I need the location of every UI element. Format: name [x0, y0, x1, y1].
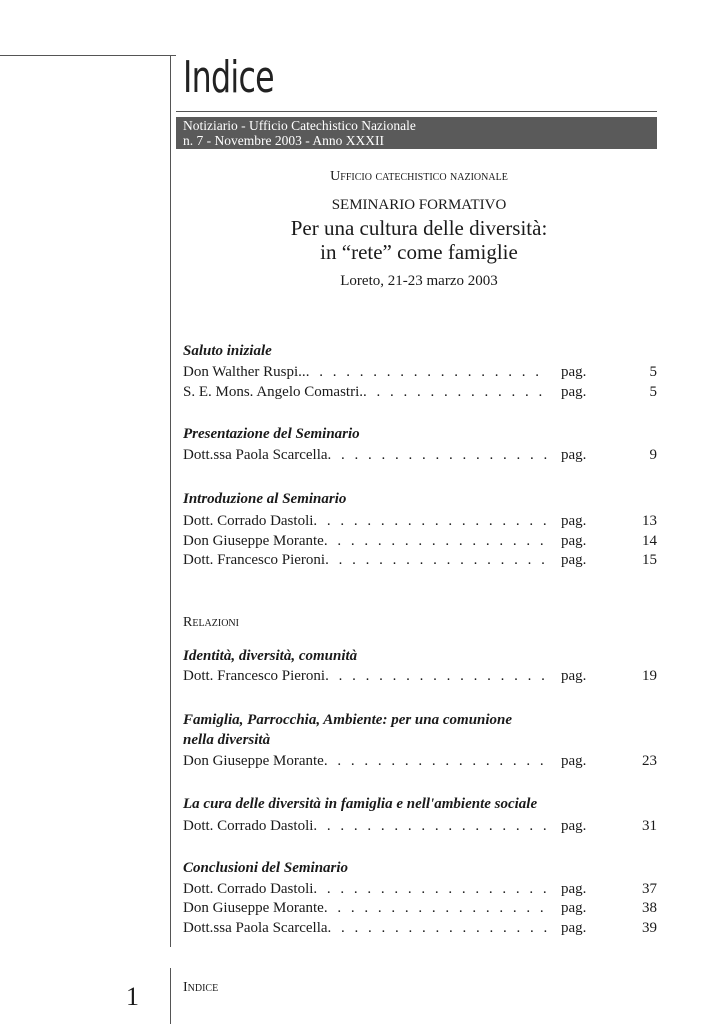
toc-entry[interactable]: [183, 382, 657, 402]
footer-vertical-rule: [170, 968, 171, 1024]
leader-dots: [328, 445, 547, 465]
top-left-rule: [0, 55, 176, 56]
section-title: Presentazione del Seminario: [183, 426, 360, 442]
leader-dots: [325, 666, 547, 686]
section-title-line2: nella diversità: [183, 732, 271, 748]
section-title: Conclusioni del Seminario: [183, 860, 349, 876]
entry-author: Dott.ssa Paola Scarcella: [183, 920, 328, 936]
toc-entry[interactable]: [183, 816, 657, 836]
page-number: 13: [642, 513, 657, 529]
leader-dots: [325, 550, 547, 570]
section-title: La cura delle diversità in famiglia e nell'ambiente sociale: [183, 796, 538, 812]
office-heading: Ufficio catechistico nazionale: [330, 169, 508, 184]
leader-dots: [324, 898, 547, 918]
title-underline: [176, 111, 657, 112]
entry-author: Don Giuseppe Morante: [183, 753, 324, 769]
leader-dots: [363, 382, 547, 402]
publication-line-2: n. 7 - Novembre 2003 - Anno XXXII: [183, 133, 384, 148]
leader-dots: [324, 751, 547, 771]
pag-label: pag.: [561, 920, 587, 936]
toc-entry[interactable]: [183, 751, 657, 771]
place-date: Loreto, 21-23 marzo 2003: [340, 273, 498, 289]
toc-entry[interactable]: [183, 531, 657, 551]
entry-author: Dott. Francesco Pieroni: [183, 668, 326, 684]
publication-bar: [176, 117, 657, 149]
page-number: 5: [649, 364, 657, 380]
pag-label: pag.: [561, 881, 587, 897]
entry-author: Dott. Corrado Dastoli: [183, 513, 314, 529]
page-number: 15: [642, 552, 657, 568]
toc-entry[interactable]: [183, 445, 657, 465]
toc-entry[interactable]: [183, 898, 657, 918]
page-number: 19: [642, 668, 657, 684]
pag-label: pag.: [561, 384, 587, 400]
entry-author: Dott.ssa Paola Scarcella: [183, 447, 328, 463]
leader-dots: [306, 362, 547, 382]
seminar-title-line1: Per una cultura delle diversità:: [290, 216, 548, 240]
page-number: 38: [642, 900, 657, 916]
pag-label: pag.: [561, 552, 587, 568]
pag-label: pag.: [561, 818, 587, 834]
page-number: 31: [642, 818, 657, 834]
running-title: Indice: [183, 980, 219, 995]
seminar-label: SEMINARIO FORMATIVO: [331, 197, 507, 213]
page-number: 9: [649, 447, 657, 463]
pag-label: pag.: [561, 447, 587, 463]
pag-label: pag.: [561, 513, 587, 529]
entry-author: Dott. Corrado Dastoli: [183, 881, 314, 897]
toc-entry[interactable]: [183, 511, 657, 531]
publication-line-1: Notiziario - Ufficio Catechistico Nazionale: [183, 118, 416, 133]
toc-entry[interactable]: [183, 550, 657, 570]
entry-author: Dott. Corrado Dastoli: [183, 818, 314, 834]
pag-label: pag.: [561, 900, 587, 916]
pag-label: pag.: [561, 533, 587, 549]
page-title: Indice: [183, 52, 274, 103]
page-number: 14: [642, 533, 657, 549]
pag-label: pag.: [561, 364, 587, 380]
seminar-title-line2: in “rete” come famiglie: [320, 240, 518, 264]
folio-number: 1: [126, 982, 139, 1011]
left-vertical-rule: [170, 55, 171, 947]
page-number: 37: [642, 881, 657, 897]
toc-entry[interactable]: [183, 879, 657, 899]
entry-author: Don Giuseppe Morante: [183, 533, 324, 549]
toc-entry[interactable]: [183, 362, 657, 382]
section-title: Introduzione al Seminario: [183, 491, 347, 507]
leader-dots: [313, 879, 547, 899]
entry-author: S. E. Mons. Angelo Comastri.: [183, 384, 364, 400]
leader-dots: [313, 511, 547, 531]
entry-author: Dott. Francesco Pieroni: [183, 552, 326, 568]
pag-label: pag.: [561, 668, 587, 684]
leader-dots: [328, 918, 547, 938]
toc-entry[interactable]: [183, 918, 657, 938]
page-number: 23: [642, 753, 657, 769]
pag-label: pag.: [561, 753, 587, 769]
relazioni-heading: Relazioni: [183, 615, 239, 630]
entry-author: Don Giuseppe Morante: [183, 900, 324, 916]
entry-author: Don Walther Ruspi..: [183, 364, 306, 380]
section-title: Identità, diversità, comunità: [183, 648, 358, 664]
toc-entry[interactable]: [183, 666, 657, 686]
leader-dots: [313, 816, 547, 836]
section-title: Saluto iniziale: [183, 343, 272, 359]
page-number: 5: [649, 384, 657, 400]
page-number: 39: [642, 920, 657, 936]
section-title-line1: Famiglia, Parrocchia, Ambiente: per una comunione: [183, 712, 513, 728]
leader-dots: [324, 531, 547, 551]
